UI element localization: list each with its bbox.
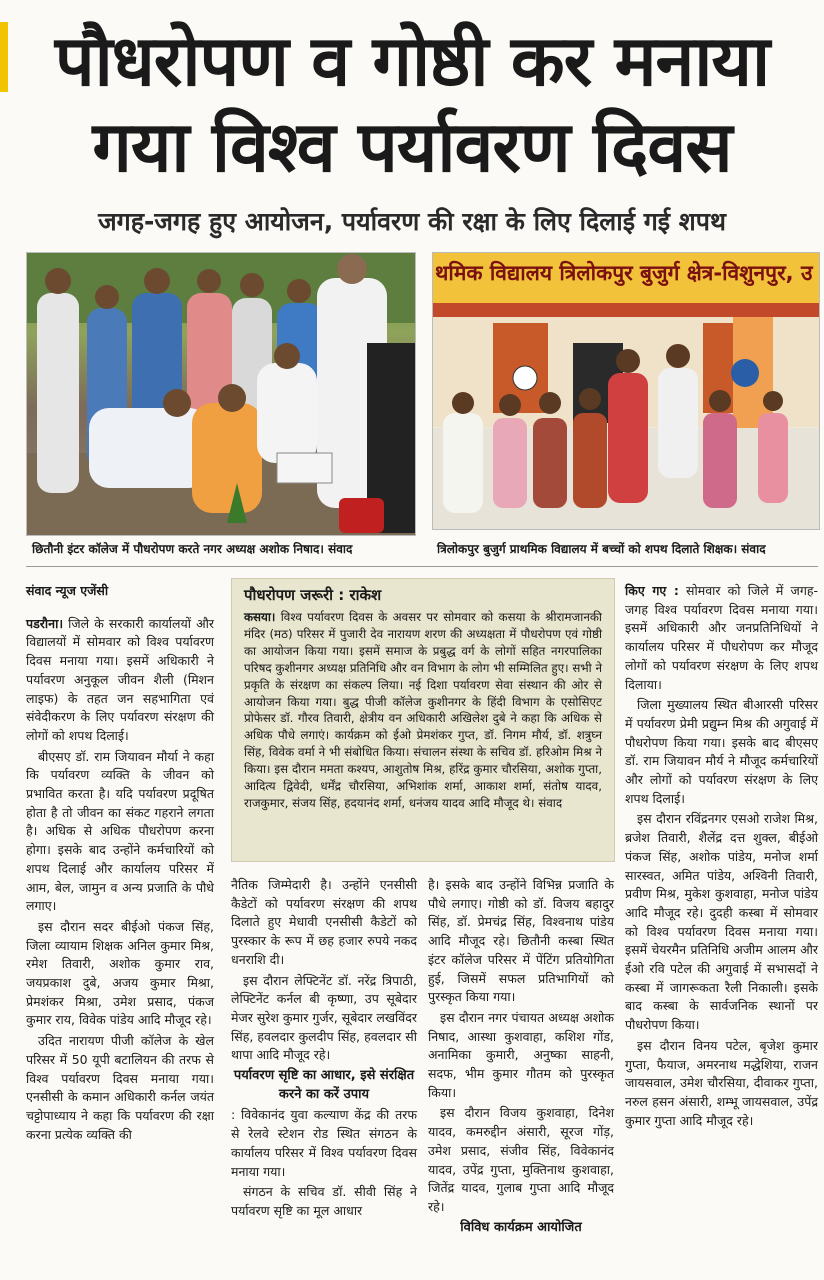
col1-para-1	[26, 615, 214, 746]
byline: संवाद न्यूज एजेंसी	[26, 583, 109, 598]
photo-right-caption: त्रिलोकपुर बुजुर्ग प्राथमिक विद्यालय में बच्चों को शपथ दिलाते शिक्षक। संवाद	[437, 542, 766, 556]
school-sign-text: थमिक विद्यालय त्रिलोकपुर बुजुर्ग क्षेत्र-विशुनपुर, उ	[435, 261, 813, 285]
col2-subheading: पर्यावरण सृष्टि का आधार, इसे संरक्षित करने का करें उपाय	[233, 1068, 415, 1102]
col2-para-1: नैतिक जिम्मेदारी है। उन्होंने एनसीसी कैडेटों को पर्यावरण संरक्षण की शपथ दिलाते हुए मेधावी एनसीसी कैडेटों को पुरस्कार के रूप में छह हजार रुपये नकद धनराशि दी।	[231, 877, 417, 967]
column-4	[625, 582, 818, 1132]
col2-para-3: : विवेकानंद युवा कल्याण केंद्र की तरफ से रेलवे स्टेशन रोड स्थित संगठन के कार्यालय परिसर में विश्व पर्यावरण दिवस मनाया गया।	[231, 1107, 417, 1179]
photo-tree-planting	[26, 252, 416, 536]
column-3	[428, 876, 614, 1239]
box-title: पौधरोपण जरूरी : राकेश	[244, 586, 382, 604]
col4-para-3: इस दौरान रविंद्रनगर एसओ राजेश मिश्र, ब्रजेश तिवारी, शैलेंद्र दत्त शुक्ल, बीईओ पंकज सिंह, अशोक पांडेय, मनोज शर्मा सारस्वत, अमित पांडेय, अश्विनी तिवारी, प्रवीण मिश्र, मुकेश कुशवाहा, मनोज पांडेय आदि मौजूद रहे। दुदही कस्बा में सोमवार को विश्व पर्यावरण दिवस मनाया गया। इसमें चेयरमैन प्रतिनिधि अजीम आलम और ईओ रवि पटेल की अगुवाई में सभासदों ने कस्बा में जागरूकता रैली निकाली। इसके बाद कस्बा के सार्वजनिक स्थानों पर पौधरोपण किया।	[625, 811, 818, 1033]
subheadline: जगह-जगह हुए आयोजन, पर्यावरण की रक्षा के लिए दिलाई गई शपथ	[98, 207, 726, 236]
col3-para-1: है। इसके बाद उन्होंने विभिन्न प्रजाति के पौधे लगाए। गोष्ठी को डॉ. विजय बहादुर सिंह, डॉ. प्रेमचंद्र सिंह, विश्वनाथ पांडेय आदि मौजूद रहे। छितौनी कस्बा स्थित इंटर कॉलेज परिसर में पेंटिंग प्रतियोगिता हुई, जिसमें सफल प्रतिभागियों को पुरस्कृत किया गया।	[428, 877, 614, 1005]
col3-para-3: इस दौरान विजय कुशवाहा, दिनेश यादव, कमरुद्दीन अंसारी, सूरज गोंड़, उमेश प्रसाद, संजीव सिंह, विवेकानंद यादव, उपेंद्र गुप्ता, मुक्तिनाथ कुशवाहा, जितेंद्र यादव, गुलाब गुप्ता आदि मौजूद रहे।	[428, 1105, 614, 1214]
col4-para-1-text: सोमवार को जिले में जगह-जगह विश्व पर्यावरण दिवस मनाया गया। इसमें अधिकारी और जनप्रतिनिधियों ने कार्यालय परिसर में पौधरोपण कर मौजूद लोगों को पर्यावरण संरक्षण के लिए शपथ दिलाया।	[625, 583, 819, 692]
col1-para-1-text: जिले के सरकारी कार्यालयों और विद्यालयों में सोमवार को विश्व पर्यावरण दिवस मनाया गया। इसमें अधिकारी ने पर्यावरण अनुकूल जीवन शैली (मिशन लाइफ) के तहत जन सहभागिता एवं संवेदीकरण के लिए पर्यावरण संरक्षण की लोगों को शपथ दिलाई।	[26, 615, 214, 743]
col4-para-2: जिला मुख्यालय स्थित बीआरसी परिसर में पर्यावरण प्रेमी प्रद्युम्न मिश्र की अगुवाई में पौधरोपण किया गया। इसके बाद बीएसए डॉ. राम जियावन मौर्य ने मौजूद कर्मचारियों और लोगों को पर्यावरण संरक्षण के लिए शपथ दिलाई।	[625, 697, 818, 806]
box-place: कसया।	[244, 610, 276, 624]
photo-tree-planting-illustration	[27, 253, 415, 535]
col4-para-1	[625, 582, 818, 694]
headline	[10, 18, 814, 190]
col3-subheading: विविध कार्यक्रम आयोजित	[460, 1219, 582, 1235]
photo-school-oath	[432, 252, 820, 530]
col1-para-2: बीएसए डॉ. राम जियावन मौर्या ने कहा कि पर्यावरण व्यक्ति के जीवन को प्रभावित करता है। यदि पर्यावरण प्रदूषित होता है तो जीवन का संकट गहराने लगता है। अधिक से अधिक पौधरोपण करना होगा। इसके बाद उन्होंने कर्मचारियों को शपथ दिलाई और कार्यालय परिसर में आम, बेल, जामुन व अन्य प्रजाति के पौधे लगाए।	[26, 748, 214, 914]
yellow-accent-mark	[0, 22, 8, 92]
col3-para-2: इस दौरान नगर पंचायत अध्यक्ष अशोक निषाद, आस्था कुशवाहा, कशिश गोंड, अनामिका कुमारी, अनुष्का साहनी, सदफ, भीम कुमार गौतम को पुरस्कृत किया।	[428, 1009, 614, 1100]
headline-line-2: गया विश्व पर्यावरण दिवस	[92, 106, 732, 188]
col2-para-4: संगठन के सचिव डॉ. सीवी सिंह ने पर्यावरण सृष्टि का मूल आधार	[231, 1184, 417, 1218]
col4-para-4: इस दौरान विनय पटेल, बृजेश कुमार गुप्ता, फैयाज, अमरनाथ मद्धेशिया, राजन जायसवाल, उमेश चौरसिया, दीवाकर गुप्ता, नरुल हसन अंसारी, शम्भू जायसवाल, उपेंद्र कुमार गुप्ता आदि मौजूद रहे।	[625, 1037, 818, 1128]
col4-lead: किए गए :	[625, 583, 679, 598]
photo-school-oath-illustration	[433, 253, 819, 529]
column-2	[231, 876, 417, 1223]
boxed-story	[231, 578, 615, 862]
dateline-place: पडरौना।	[26, 615, 64, 631]
box-body-text: विश्व पर्यावरण दिवस के अवसर पर सोमवार को कसया के श्रीरामजानकी मंदिर (मठ) परिसर में पुजारी देव नारायण शरण की अध्यक्षता में पौधरोपण एवं गोष्ठी का आयोजन किया गया। इसमें समाज के प्रबुद्ध वर्ग के लोगों सहित नगरपालिका परिषद कुशीनगर अध्यक्ष प्रतिनिधि और वन विभाग के लोग भी सम्मिलित हुए। सभी ने प्रकृति के संरक्षण का संकल्प लिया। नई दिशा पर्यावरण सेवा संस्थान की ओर से आयोजन किया गया। बुद्ध पीजी कॉलेज कुशीनगर के हिंदी विभाग के एसोसिएट प्रोफेसर डॉ. गौरव तिवारी, क्षेत्रीय वन अधिकारी अखिलेश दुबे ने कहा कि अधिक से अधिक पौधे लगाएं। कार्यक्रम को ईओ प्रेमशंकर गुप्त, डॉ. निगम मौर्य, डॉ. शत्रुघ्न सिंह, विवेक वर्मा ने भी संबोधित किया। संचालन संस्था के सचिव डॉ. हरिओम मिश्र ने किया। इस दौरान ममता कश्यप, आशुतोष मिश्र, हरिंद्र कुमार चौरसिया, अशोक गुप्ता, आदित्य द्विवेदी, धर्मेंद्र चौरसिया, अभिशांक शर्मा, आकाश शर्मा, संतोष यादव, राजकुमार, संजय सिंह, हदयानंद शर्मा, धनंजय यादव आदि मौजूद थे। संवाद	[244, 610, 602, 810]
headline-line-1: पौधरोपण व गोष्ठी कर मनाया	[54, 20, 770, 102]
col2-para-2: इस दौरान लेफ्टिनेंट डॉ. नरेंद्र त्रिपाठी, लेफ्टिनेंट कर्नल बी कृष्णा, उप सूबेदार मेजर सुरेश कुमार गुर्जर, सूबेदार लखविंदर सिंह, हवलदार कुलदीप सिंह, हवलदार सी थापा आदि मौजूद रहे।	[231, 972, 417, 1063]
box-body	[244, 609, 602, 812]
col1-para-4: उदित नारायण पीजी कॉलेज के खेल परिसर में 50 यूपी बटालियन की तरफ से विश्व पर्यावरण दिवस मनाया गया। एनसीसी के कमान अधिकारी कर्नल जयंत चट्टोपाध्याय ने कहा कि पर्यावरण की रक्षा करना प्रत्येक व्यक्ति की	[26, 1033, 214, 1142]
column-1	[26, 582, 214, 1146]
col1-para-3: इस दौरान सदर बीईओ पंकज सिंह, जिला व्यायाम शिक्षक अनिल कुमार मिश्र, रमेश तिवारी, अशोक कुमार राव, जयप्रकाश दुबे, अजय कुमार मिश्रा, प्रेमशंकर मिश्रा, उमेश प्रसाद, पंकज कुमार राय, विवेक पांडेय आदि मौजूद रहे।	[26, 918, 214, 1028]
photo-left-caption: छितौनी इंटर कॉलेज में पौधरोपण करते नगर अध्यक्ष अशोक निषाद। संवाद	[32, 542, 353, 556]
divider	[26, 566, 818, 567]
